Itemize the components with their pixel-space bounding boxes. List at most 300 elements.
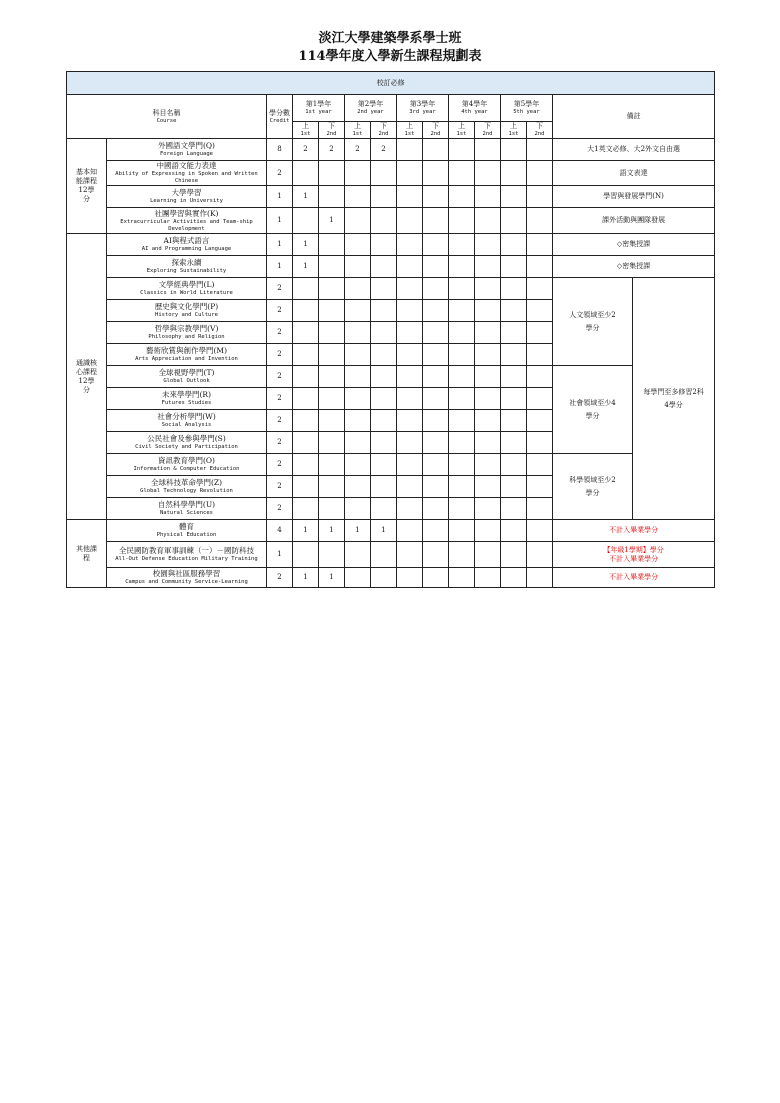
semester-cell	[423, 410, 449, 432]
semester-cell	[449, 520, 475, 542]
semester-cell	[423, 366, 449, 388]
category-general: 通識核心課程12學分	[67, 234, 107, 520]
course-name: 歷史與文化學門(P)	[154, 302, 219, 311]
semester-cell	[371, 344, 397, 366]
course-name: 資訊教育學門(O)	[157, 456, 215, 465]
semester-cell	[319, 256, 345, 278]
semester-cell: 1	[293, 256, 319, 278]
semester-cell	[345, 256, 371, 278]
semester-cell	[397, 520, 423, 542]
semester-cell	[449, 344, 475, 366]
semester-cell	[397, 278, 423, 300]
semester-cell	[475, 366, 501, 388]
course-name: 大學學習	[171, 188, 202, 197]
semester-cell	[423, 432, 449, 454]
semester-cell	[397, 256, 423, 278]
course-name: 哲學與宗教學門(V)	[154, 324, 219, 333]
semester-cell	[449, 208, 475, 234]
semester-cell	[293, 344, 319, 366]
course-name-cell	[107, 139, 267, 161]
semester-cell	[449, 161, 475, 186]
semester-cell: 1	[371, 520, 397, 542]
credit-cell: 1	[267, 542, 293, 568]
course-name-cell	[107, 300, 267, 322]
semester-cell	[319, 498, 345, 520]
course-name: 公民社會及參與學門(S)	[147, 434, 226, 443]
category-other: 其他課程	[67, 520, 107, 588]
credit-cell: 2	[267, 568, 293, 588]
semester-cell	[345, 278, 371, 300]
semester-cell	[501, 542, 527, 568]
semester-cell	[319, 388, 345, 410]
band-title: 校訂必修	[67, 72, 715, 95]
semester-cell	[293, 322, 319, 344]
semester-cell	[475, 498, 501, 520]
course-name-cell	[107, 410, 267, 432]
course-name-cell	[107, 366, 267, 388]
remark-header: 備註	[553, 95, 715, 139]
semester-cell	[371, 256, 397, 278]
course-name: 體育	[179, 522, 194, 531]
semester-cell: 1	[319, 208, 345, 234]
semester-cell	[527, 208, 553, 234]
semester-cell	[501, 388, 527, 410]
semester-cell: 1	[293, 568, 319, 588]
semester-cell	[475, 542, 501, 568]
course-name-en: Philosophy and Religion	[148, 334, 225, 340]
table-row	[67, 520, 715, 542]
semester-cell	[501, 366, 527, 388]
semester-cell	[527, 366, 553, 388]
semester-cell	[371, 388, 397, 410]
semester-cell	[501, 322, 527, 344]
semester-cell	[449, 278, 475, 300]
semester-cell	[423, 234, 449, 256]
semester-cell	[449, 366, 475, 388]
credit-cell: 2	[267, 322, 293, 344]
semester-cell	[397, 388, 423, 410]
semester-cell	[293, 454, 319, 476]
course-name: 探索永續	[171, 258, 202, 267]
semester-cell	[527, 300, 553, 322]
course-name-cell	[107, 186, 267, 208]
semester-cell	[319, 278, 345, 300]
credit-cell: 1	[267, 208, 293, 234]
credit-cell: 1	[267, 234, 293, 256]
remark-cell: 不計入畢業學分	[553, 568, 715, 588]
semester-cell	[475, 300, 501, 322]
remark-cell: 課外活動與團隊發展	[553, 208, 715, 234]
course-name-en: AI and Programming Language	[141, 246, 232, 252]
semester-cell	[423, 542, 449, 568]
semester-cell	[449, 234, 475, 256]
table-row	[67, 186, 715, 208]
semester-cell	[345, 388, 371, 410]
semester-cell	[501, 432, 527, 454]
course-name: 未來學學門(R)	[162, 390, 211, 399]
semester-cell	[397, 542, 423, 568]
semester-cell	[345, 476, 371, 498]
semester-cell	[345, 410, 371, 432]
semester-cell	[397, 300, 423, 322]
semester-cell	[527, 344, 553, 366]
semester-cell: 2	[371, 139, 397, 161]
semester-cell	[293, 432, 319, 454]
semester-cell	[527, 476, 553, 498]
remark-cell: ◇密集授課	[553, 234, 715, 256]
semester-cell	[501, 410, 527, 432]
semester-cell	[527, 278, 553, 300]
course-name-cell	[107, 208, 267, 234]
semester-cell	[449, 186, 475, 208]
semester-header-y3-first: 上 1st	[397, 122, 423, 139]
semester-cell	[527, 432, 553, 454]
course-name-en: History and Culture	[155, 312, 218, 318]
semester-cell	[397, 186, 423, 208]
semester-cell: 1	[293, 520, 319, 542]
semester-cell	[397, 344, 423, 366]
semester-cell	[449, 300, 475, 322]
semester-cell	[449, 322, 475, 344]
table-row	[67, 256, 715, 278]
course-name-en: Futures Studies	[161, 400, 212, 406]
semester-cell	[397, 208, 423, 234]
semester-header-y2-first: 上 1st	[345, 122, 371, 139]
semester-cell	[501, 300, 527, 322]
semester-cell	[293, 410, 319, 432]
semester-cell	[371, 234, 397, 256]
semester-cell	[423, 388, 449, 410]
course-name-en: Ability of Expressing in Spoken and Written Chinese	[115, 171, 258, 184]
semester-cell	[371, 366, 397, 388]
course-name: 外國語文學門(Q)	[157, 141, 215, 150]
table-row	[67, 568, 715, 588]
course-name-en: All-Out Defense Education Military Training	[115, 556, 258, 562]
semester-cell	[527, 139, 553, 161]
semester-cell	[293, 498, 319, 520]
semester-cell	[371, 476, 397, 498]
semester-cell	[475, 161, 501, 186]
page-title: 淡江大學建築學系學士班	[318, 31, 462, 46]
semester-cell	[319, 542, 345, 568]
course-name: 社團學習與實作(K)	[154, 208, 219, 218]
semester-cell	[345, 568, 371, 588]
credit-header: 學分數 Credit	[267, 95, 293, 139]
semester-cell	[371, 432, 397, 454]
semester-cell	[345, 186, 371, 208]
semester-cell	[475, 344, 501, 366]
semester-cell	[475, 388, 501, 410]
year-header-3: 第3學年 3rd year	[397, 95, 449, 122]
semester-cell	[449, 498, 475, 520]
year-header-4: 第4學年 4th year	[449, 95, 501, 122]
semester-cell	[319, 322, 345, 344]
semester-cell	[319, 366, 345, 388]
semester-header-y5-first: 上 1st	[501, 122, 527, 139]
semester-cell	[319, 432, 345, 454]
semester-cell	[397, 498, 423, 520]
semester-cell	[475, 208, 501, 234]
year-header-5: 第5學年 5th year	[501, 95, 553, 122]
semester-cell	[319, 234, 345, 256]
course-name-cell	[107, 568, 267, 588]
remark-cell: 不計入畢業學分	[553, 520, 715, 542]
semester-cell	[371, 300, 397, 322]
semester-cell	[423, 139, 449, 161]
credit-cell: 4	[267, 520, 293, 542]
course-name-en: Social Analysis	[161, 422, 212, 428]
semester-cell	[371, 454, 397, 476]
course-name-en: Exploring Sustainability	[146, 268, 227, 274]
year-header-2: 第2學年 2nd year	[345, 95, 397, 122]
semester-cell	[397, 476, 423, 498]
semester-cell	[423, 344, 449, 366]
course-name-cell	[107, 256, 267, 278]
semester-cell	[423, 300, 449, 322]
credit-cell: 2	[267, 410, 293, 432]
semester-cell	[423, 476, 449, 498]
course-name: 全球視野學門(T)	[158, 368, 215, 377]
course-name: 校園與社區服務學習	[152, 569, 221, 578]
table-row	[67, 366, 715, 388]
semester-cell	[397, 161, 423, 186]
semester-header-y4-first: 上 1st	[449, 122, 475, 139]
semester-cell	[501, 161, 527, 186]
semester-header-y3-second: 下 2nd	[423, 122, 449, 139]
semester-cell	[527, 322, 553, 344]
semester-cell	[501, 498, 527, 520]
credit-cell: 1	[267, 186, 293, 208]
course-name: 全民國防教育軍事訓練（一）－國防科技	[119, 546, 254, 555]
semester-cell	[501, 186, 527, 208]
course-name-en: Arts Appreciation and Invention	[135, 356, 238, 362]
semester-cell	[371, 208, 397, 234]
semester-cell	[501, 568, 527, 588]
course-name-en: Natural Sciences	[160, 510, 213, 516]
table-row	[67, 542, 715, 568]
semester-cell	[423, 161, 449, 186]
course-name-en: Information & Computer Education	[133, 466, 240, 472]
credit-cell: 2	[267, 498, 293, 520]
semester-cell	[371, 542, 397, 568]
semester-header-y4-second: 下 2nd	[475, 122, 501, 139]
semester-cell	[527, 234, 553, 256]
course-name: 社會分析學門(W)	[157, 412, 216, 421]
semester-cell	[449, 139, 475, 161]
course-name-cell	[107, 476, 267, 498]
credit-cell: 8	[267, 139, 293, 161]
semester-cell	[345, 454, 371, 476]
semester-cell	[319, 186, 345, 208]
semester-cell	[345, 366, 371, 388]
semester-cell	[397, 366, 423, 388]
semester-cell	[397, 410, 423, 432]
semester-cell	[319, 161, 345, 186]
course-name-en: Civil Society and Participation	[135, 444, 238, 450]
semester-cell: 2	[319, 139, 345, 161]
course-name: 全球科技革命學門(Z)	[150, 478, 223, 487]
semester-cell	[345, 344, 371, 366]
page-subtitle: 114學年度入學新生課程規劃表	[298, 49, 482, 64]
semester-cell	[449, 454, 475, 476]
course-name: AI與程式語言	[163, 236, 210, 245]
course-header: 科目名稱 Course	[67, 95, 267, 139]
remark-cell: ◇密集授課	[553, 256, 715, 278]
credit-cell: 2	[267, 366, 293, 388]
semester-header-y5-second: 下 2nd	[527, 122, 553, 139]
category-basic: 基本知能課程12學分	[67, 139, 107, 234]
semester-cell	[501, 278, 527, 300]
semester-cell	[345, 300, 371, 322]
table-row	[67, 234, 715, 256]
semester-cell	[475, 476, 501, 498]
semester-cell	[319, 454, 345, 476]
semester-cell	[501, 476, 527, 498]
course-name-cell	[107, 498, 267, 520]
semester-cell	[423, 186, 449, 208]
semester-cell	[371, 278, 397, 300]
remark-cell: 學習與發展學門(N)	[553, 186, 715, 208]
semester-cell: 1	[319, 520, 345, 542]
course-name-cell	[107, 161, 267, 186]
semester-cell	[293, 161, 319, 186]
course-name-en: Campus and Community Service-Learning	[125, 579, 248, 585]
page-header	[0, 30, 780, 66]
semester-cell	[475, 278, 501, 300]
semester-cell	[475, 322, 501, 344]
semester-cell	[371, 322, 397, 344]
semester-cell	[527, 520, 553, 542]
semester-cell	[345, 322, 371, 344]
semester-cell	[527, 542, 553, 568]
semester-cell	[371, 186, 397, 208]
semester-cell	[449, 432, 475, 454]
semester-cell	[423, 520, 449, 542]
semester-header-y2-second: 下 2nd	[371, 122, 397, 139]
semester-cell	[319, 344, 345, 366]
course-name: 中國語文能力表達	[156, 161, 217, 170]
semester-cell	[475, 568, 501, 588]
table-row	[67, 208, 715, 234]
course-name-cell	[107, 432, 267, 454]
course-name: 自然科學學門(U)	[157, 500, 216, 509]
semester-cell	[371, 410, 397, 432]
credit-cell: 2	[267, 432, 293, 454]
table-row	[67, 278, 715, 300]
semester-cell	[319, 410, 345, 432]
semester-cell	[449, 410, 475, 432]
semester-cell	[527, 256, 553, 278]
course-name-en: Classics in World Literature	[140, 290, 233, 296]
semester-cell	[397, 322, 423, 344]
course-name-cell	[107, 388, 267, 410]
semester-cell	[293, 300, 319, 322]
semester-cell	[397, 568, 423, 588]
group-per-field-limit: 每學門至多修習2科4學分	[633, 278, 715, 520]
semester-cell	[501, 520, 527, 542]
semester-cell	[423, 256, 449, 278]
credit-cell: 2	[267, 476, 293, 498]
semester-cell	[501, 454, 527, 476]
semester-cell	[501, 344, 527, 366]
semester-cell	[449, 568, 475, 588]
semester-cell: 1	[319, 568, 345, 588]
semester-cell: 2	[345, 139, 371, 161]
semester-cell	[449, 542, 475, 568]
semester-cell	[501, 139, 527, 161]
semester-cell	[293, 542, 319, 568]
semester-cell	[345, 234, 371, 256]
semester-header-y1-second: 下 2nd	[319, 122, 345, 139]
table-row	[67, 454, 715, 476]
course-name-en: Learning in University	[150, 198, 223, 204]
semester-cell	[423, 278, 449, 300]
semester-cell	[475, 186, 501, 208]
semester-cell	[423, 454, 449, 476]
group-social: 社會領域至少4學分	[553, 366, 633, 454]
semester-cell	[449, 256, 475, 278]
year-header-1: 第1學年 1st year	[293, 95, 345, 122]
course-name-en: Global Outlook	[163, 378, 210, 384]
semester-cell	[371, 568, 397, 588]
semester-cell	[449, 476, 475, 498]
semester-cell	[397, 139, 423, 161]
semester-cell	[293, 366, 319, 388]
semester-cell	[293, 208, 319, 234]
semester-cell	[319, 300, 345, 322]
semester-cell	[527, 454, 553, 476]
semester-cell	[475, 139, 501, 161]
credit-cell: 2	[267, 300, 293, 322]
semester-cell	[293, 476, 319, 498]
semester-cell	[319, 476, 345, 498]
semester-cell	[423, 208, 449, 234]
remark-cell: 語文表達	[553, 161, 715, 186]
group-science: 科學領域至少2學分	[553, 454, 633, 520]
semester-cell: 1	[293, 186, 319, 208]
semester-cell	[345, 542, 371, 568]
semester-cell	[397, 432, 423, 454]
semester-cell	[423, 322, 449, 344]
course-name: 藝術欣賞與創作學門(M)	[145, 346, 228, 355]
credit-cell: 1	[267, 256, 293, 278]
course-name-cell	[107, 454, 267, 476]
course-name-en: Global Technology Revolution	[140, 488, 233, 494]
semester-cell	[345, 208, 371, 234]
table-row	[67, 139, 715, 161]
semester-cell	[423, 498, 449, 520]
semester-cell	[397, 234, 423, 256]
group-humanities: 人文領域至少2學分	[553, 278, 633, 366]
semester-cell	[501, 208, 527, 234]
remark-cell: 大1英文必修、大2外文自由選	[553, 139, 715, 161]
semester-cell	[345, 161, 371, 186]
course-name-en: Extracurricular Activities and Team-ship Development	[120, 218, 253, 232]
semester-cell	[475, 520, 501, 542]
semester-cell	[527, 161, 553, 186]
semester-cell	[475, 454, 501, 476]
semester-cell	[475, 256, 501, 278]
course-name-cell	[107, 344, 267, 366]
semester-cell	[527, 186, 553, 208]
semester-cell	[527, 388, 553, 410]
credit-cell: 2	[267, 161, 293, 186]
credit-cell: 2	[267, 388, 293, 410]
semester-cell	[475, 410, 501, 432]
semester-cell	[501, 234, 527, 256]
course-name: 文學經典學門(L)	[158, 280, 215, 289]
semester-header-y1-first: 上 1st	[293, 122, 319, 139]
